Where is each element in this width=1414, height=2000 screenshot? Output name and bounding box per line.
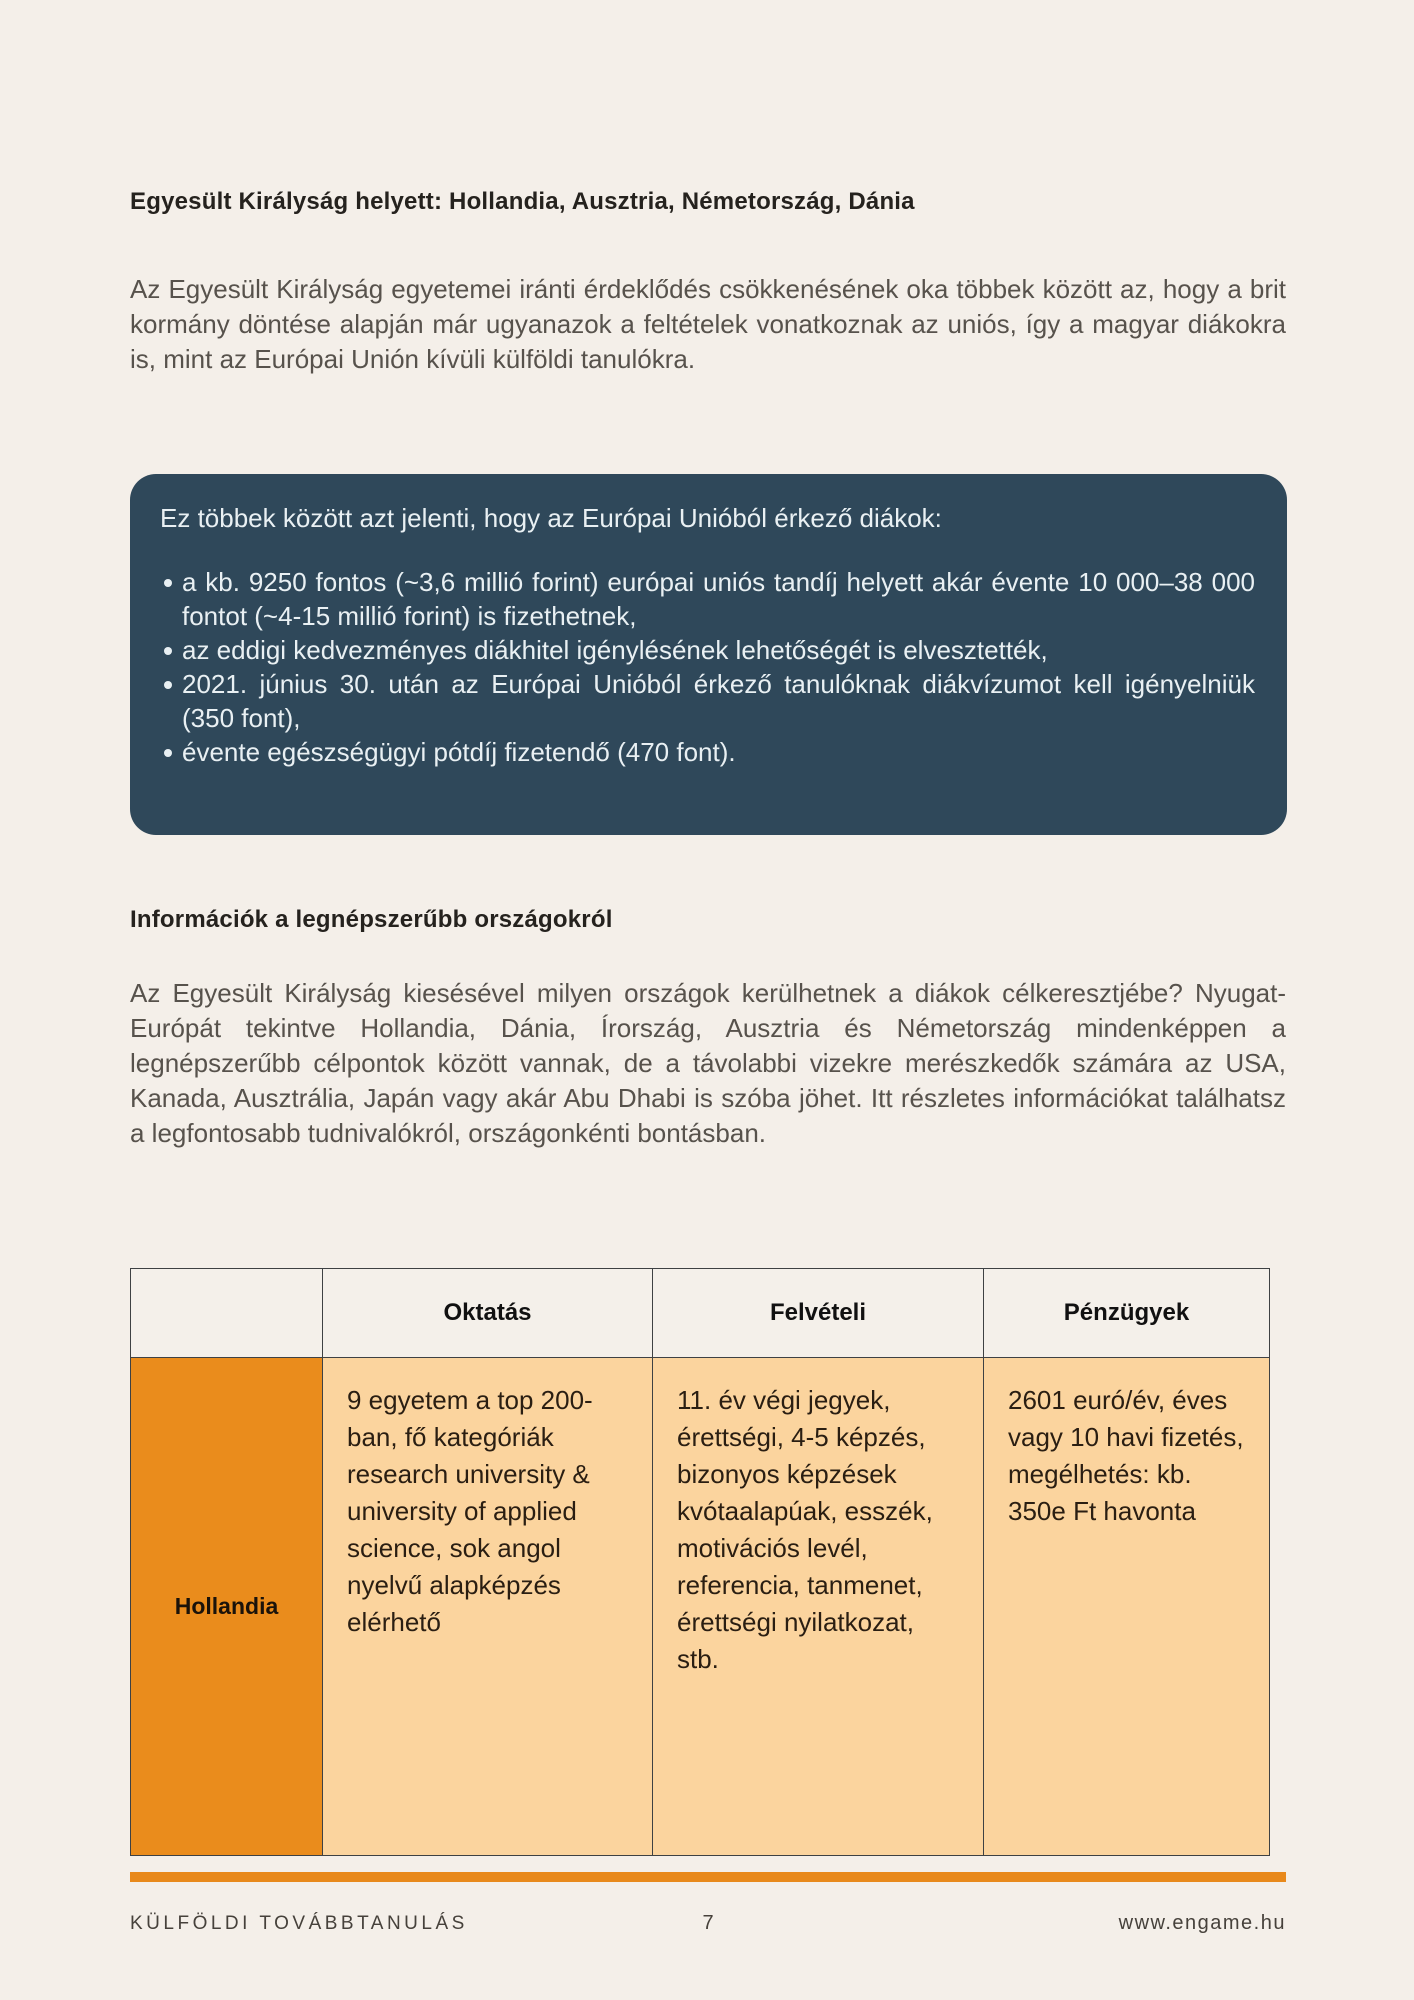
table-header-row (131, 1269, 1270, 1358)
bullet-item-health-surcharge: évente egészségügyi pótdíj fizetendő (470 font). (160, 735, 1255, 769)
column-header-felveteli: Felvételi (653, 1269, 984, 1358)
footer-document-title: KÜLFÖLDI TOVÁBBTANULÁS (130, 1913, 468, 1934)
section-heading-popular-countries: Információk a legnépszerűbb országokról (130, 906, 613, 933)
info-box-bullet-list (160, 565, 1255, 769)
column-header-penzugyek: Pénzügyek (984, 1269, 1270, 1358)
footer-website: www.engame.hu (1118, 1912, 1286, 1934)
table-row-hollandia (131, 1358, 1270, 1856)
info-box (130, 474, 1287, 835)
countries-table (130, 1268, 1270, 1856)
section-heading-uk-alternatives: Egyesült Királyság helyett: Hollandia, Ausztria, Németország, Dánia (130, 188, 915, 215)
table-corner-cell (131, 1269, 323, 1358)
bullet-item-tuition: a kb. 9250 fontos (~3,6 millió forint) európai uniós tandíj helyett akár évente 10 000–38 000 fontot (~4-15 millió forint) is fizethetnek, (160, 565, 1255, 633)
row-header-hollandia: Hollandia (131, 1358, 323, 1856)
footer-page-number: 7 (702, 1912, 714, 1934)
footer (130, 1912, 1286, 1935)
cell-hollandia-penzugyek: 2601 euró/év, éves vagy 10 havi fizetés, megélhetés: kb. 350e Ft havonta (984, 1358, 1270, 1856)
footer-rule (130, 1872, 1286, 1882)
column-header-oktatas: Oktatás (323, 1269, 653, 1358)
info-box-title: Ez többek között azt jelenti, hogy az Európai Unióból érkező diákok: (160, 503, 942, 533)
bullet-item-student-loan: az eddigi kedvezményes diákhitel igénylésének lehetőségét is elvesztették, (160, 633, 1255, 667)
cell-hollandia-felveteli: 11. év végi jegyek, érettségi, 4-5 képzés, bizonyos képzések kvótaalapúak, esszék, motivációs levél, referencia, tanmenet, érettségi nyilatkozat, stb. (653, 1358, 984, 1856)
cell-hollandia-oktatas: 9 egyetem a top 200-ban, fő kategóriák research university & university of applied science, sok angol nyelvű alapképzés elérhető (323, 1358, 653, 1856)
popular-countries-paragraph: Az Egyesült Királyság kiesésével milyen országok kerülhetnek a diákok célkeresztjébe? Nyugat-Európát tekintve Hollandia, Dánia, Írország, Ausztria és Németország mindenképpen a legnépszerűbb célpontok között vannak, de a távolabbi vizekre merészkedők számára az USA, Kanada, Ausztrália, Japán vagy akár Abu Dhabi is szóba jöhet. Itt részletes információkat találhatsz a legfontosabb tudnivalókról, országonkénti bontásban. (130, 978, 1286, 1148)
bullet-item-student-visa: 2021. június 30. után az Európai Unióból érkező tanulóknak diákvízumot kell igényelniük (350 font), (160, 667, 1255, 735)
intro-paragraph: Az Egyesült Királyság egyetemei iránti érdeklődés csökkenésének oka többek között az, hogy a brit kormány döntése alapján már ugyanazok a feltételek vonatkoznak az uniós, így a magyar diákokra is, mint az Európai Unión kívüli külföldi tanulókra. (130, 274, 1286, 374)
